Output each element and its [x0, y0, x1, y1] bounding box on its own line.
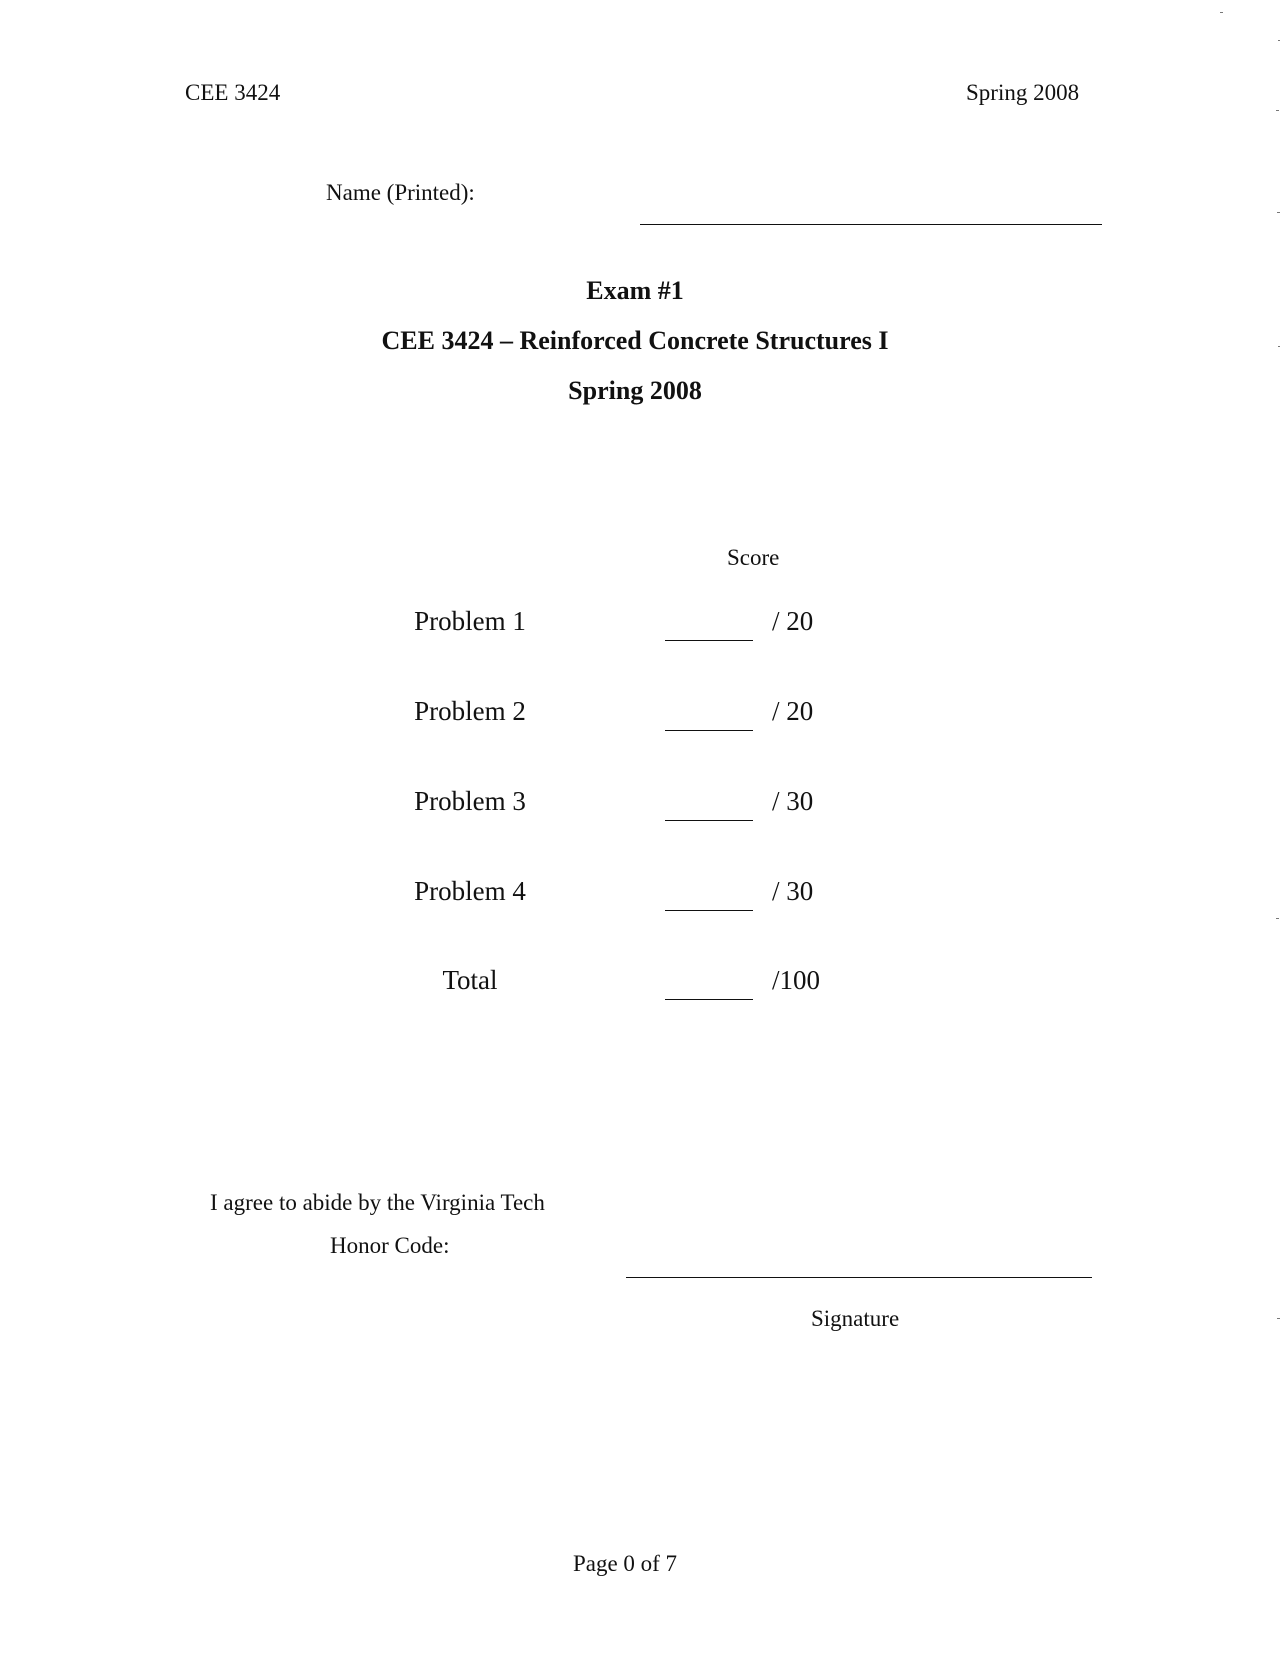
page-number: Page 0 of 7: [572, 1551, 678, 1576]
course-code: CEE 3424: [185, 80, 281, 105]
score-blank-line[interactable]: [665, 820, 753, 821]
scan-speck: [1220, 12, 1223, 13]
score-row-label: Problem 4: [414, 876, 526, 906]
total-max: /100: [772, 965, 821, 995]
honor-statement: I agree to abide by the Virginia Tech: [210, 1190, 545, 1215]
total-label: Total: [442, 965, 498, 995]
signature-label: Signature: [811, 1306, 900, 1331]
term-label: Spring 2008: [966, 80, 1080, 105]
scan-speck: [1276, 918, 1279, 919]
signature-blank-line[interactable]: [626, 1277, 1092, 1278]
name-label: Name (Printed):: [326, 180, 475, 205]
honor-code-label: Honor Code:: [330, 1233, 450, 1258]
score-blank-line[interactable]: [665, 640, 753, 641]
score-heading: Score: [727, 545, 780, 570]
course-title: CEE 3424 – Reinforced Concrete Structures I: [381, 326, 889, 355]
score-max: / 20: [772, 606, 814, 636]
score-row-label: Problem 1: [414, 606, 526, 636]
score-max: / 30: [772, 876, 814, 906]
score-row-label: Problem 2: [414, 696, 526, 726]
score-blank-line[interactable]: [665, 730, 753, 731]
score-max: / 30: [772, 786, 814, 816]
total-blank-line[interactable]: [665, 999, 753, 1000]
score-blank-line[interactable]: [665, 910, 753, 911]
score-row-label: Problem 3: [414, 786, 526, 816]
scan-speck: [1276, 110, 1279, 111]
score-max: / 20: [772, 696, 814, 726]
term-title: Spring 2008: [568, 376, 702, 405]
name-blank-line[interactable]: [640, 224, 1102, 225]
exam-title: Exam #1: [586, 276, 684, 305]
